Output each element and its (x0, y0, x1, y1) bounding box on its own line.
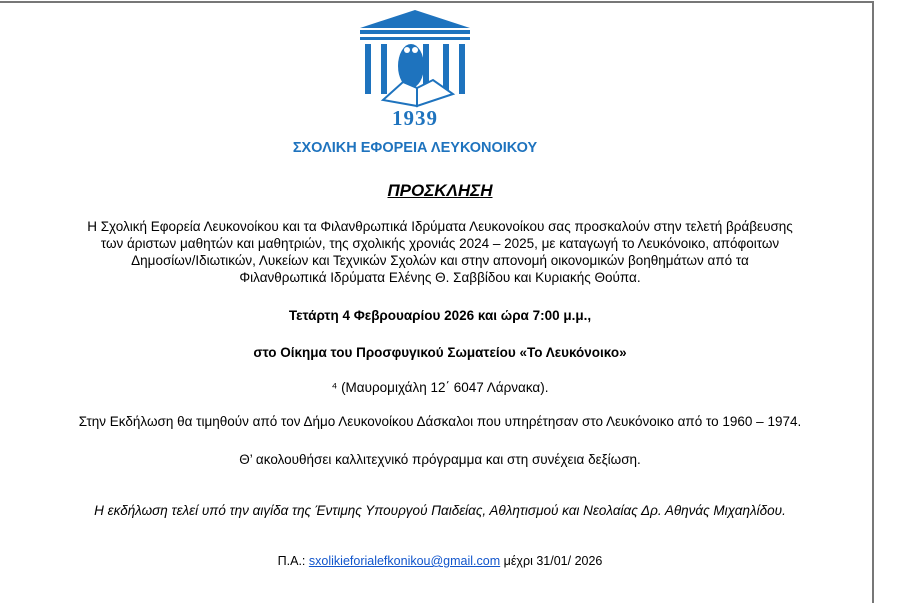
location-pin-icon: ⁴ (331, 380, 342, 395)
rsvp-prefix: Π.Α.: (277, 554, 306, 568)
intro-line: Η Σχολική Εφορεία Λευκονοίκου και τα Φιλανθρωπικά Ιδρύματα Λευκονοίκου σας προσκαλούν στην τελετή βράβευσης (87, 219, 793, 234)
event-date: Τετάρτη 4 Φεβρουαρίου 2026 και ώρα 7:00 μ.μ., (288, 308, 592, 323)
event-address (0, 380, 880, 396)
program-text: Θ’ ακολουθήσει καλλιτεχνικό πρόγραμμα και στη συνέχεια δεξίωση. (239, 452, 641, 467)
rsvp-email-link[interactable]: sxolikieforialefkonikou@gmail.com (308, 554, 501, 568)
school-board-logo (355, 8, 475, 108)
address-text: (Μαυρομιχάλη 12΄ 6047 Λάρνακα). (341, 380, 549, 395)
rsvp-deadline: μέχρι 31/01/ 2026 (503, 554, 603, 568)
intro-line: των άριστων μαθητών και μαθητριών, της σχολικής χρονιάς 2024 – 2025, με καταγωγή το Λευκόνοικο, απόφοιτων (100, 236, 780, 251)
intro-line: Φιλανθρωπικά Ιδρύματα Ελένης Θ. Σαββίδου και Κυριακής Θούπα. (239, 270, 641, 285)
invitation-title: ΠΡΟΣΚΛΗΣΗ (387, 181, 493, 200)
patronage-text: Η εκδήλωση τελεί υπό την αιγίδα της Έντιμης Υπουργού Παιδείας, Αθλητισμού και Νεολαίας Δρ. Αθηνάς Μιχαηλίδου. (94, 503, 786, 518)
logo-year: 1939 (392, 106, 438, 130)
rsvp-line (0, 553, 880, 569)
logo-org-name: ΣΧΟΛΙΚΗ ΕΦΟΡΕΙΑ ΛΕΥΚΟΝΟΙΚΟΥ (292, 140, 538, 156)
intro-line: Δημοσίων/Ιδιωτικών, Λυκείων και Τεχνικών Σχολών και στην απονομή οικονομικών βοηθημάτων από τα (131, 253, 749, 268)
event-venue: στο Οίκημα του Προσφυγικού Σωματείου «Το Λευκόνοικο» (253, 345, 627, 360)
honor-text: Στην Εκδήλωση θα τιμηθούν από τον Δήμο Λευκονοίκου Δάσκαλοι που υπηρέτησαν στο Λευκόνοικο από το 1960 – 1974. (78, 414, 802, 429)
